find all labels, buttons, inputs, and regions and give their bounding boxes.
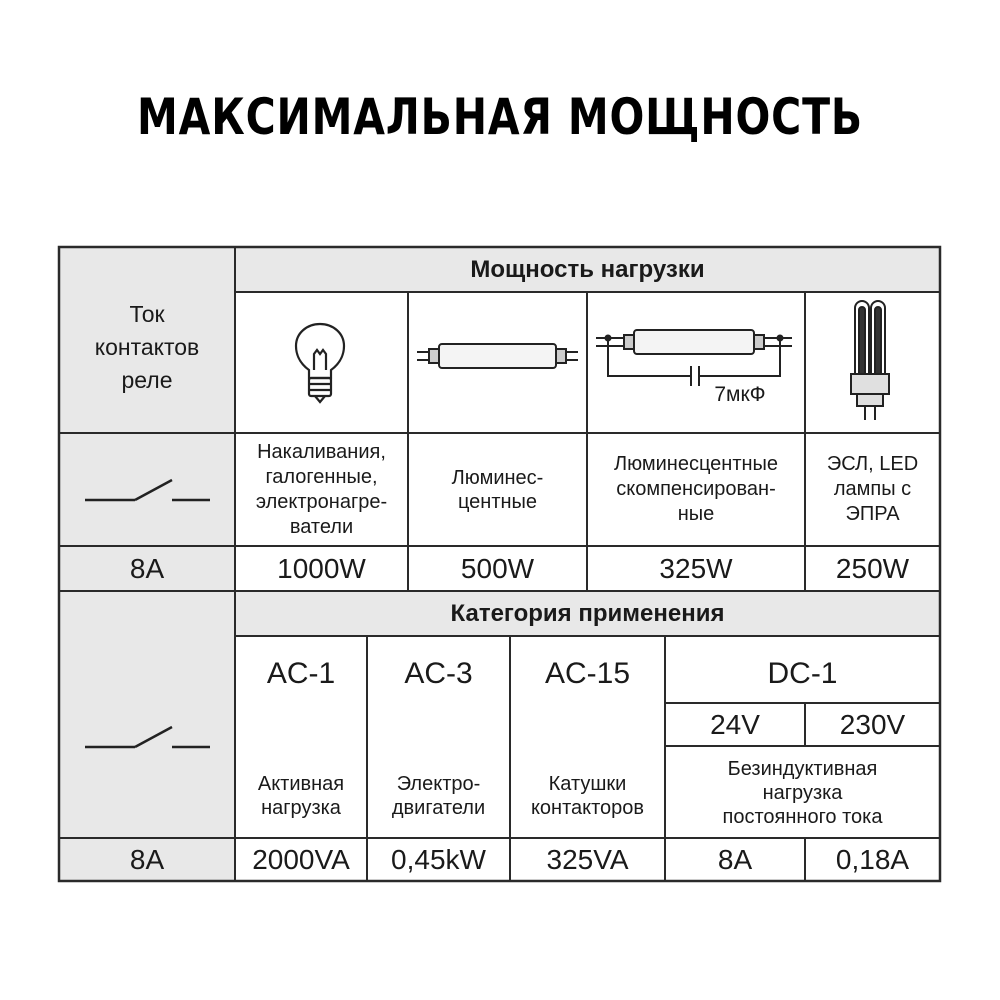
- fluorescent-tube-icon: [415, 340, 580, 372]
- category-desc-dc1: Безиндуктивная нагрузка постоянного тока: [722, 758, 883, 828]
- load-power-value-2: 500W: [460, 552, 535, 584]
- category-value-ac3: 0,45kW: [391, 843, 486, 875]
- category-code-ac15: AC-15: [544, 657, 631, 690]
- relay-current-value-2: 8A: [129, 843, 165, 875]
- load-type-label-3: Люминесцентные скомпенсирован- ные: [613, 453, 779, 525]
- category-code-ac3: AC-3: [404, 657, 473, 690]
- category-desc-ac3: Электро- двигатели: [391, 773, 486, 819]
- cfl-lamp-icon: [845, 296, 895, 430]
- load-type-label-2: Люминес- центные: [451, 466, 544, 513]
- incandescent-bulb-icon: [290, 318, 350, 408]
- load-type-label-4: ЭСЛ, LED лампы с ЭПРА: [826, 453, 919, 525]
- load-type-label-1: Накаливания, галогенные, электронагре- ватели: [255, 440, 388, 538]
- category-value-ac1: 2000VA: [252, 843, 350, 875]
- category-code-ac1: AC-1: [266, 657, 336, 690]
- category-value-ac15: 325VA: [546, 843, 629, 875]
- switch-symbol-icon-2: [80, 715, 215, 755]
- dc-voltage-230v: 230V: [839, 708, 906, 740]
- load-power-value-3: 325W: [659, 552, 733, 584]
- capacitor-label: 7мкФ: [714, 383, 766, 406]
- category-desc-ac1: Активная нагрузка: [257, 773, 345, 819]
- relay-current-header: Ток контактов реле: [94, 300, 200, 393]
- category-desc-ac15: Катушки контакторов: [530, 773, 645, 819]
- category-header: Категория применения: [450, 599, 725, 627]
- category-value-dc-230v: 0,18A: [835, 843, 910, 875]
- relay-current-value-1: 8A: [129, 552, 165, 584]
- load-power-header: Мощность нагрузки: [470, 255, 705, 283]
- category-code-dc1: DC-1: [767, 657, 838, 690]
- switch-symbol-icon: [80, 470, 215, 510]
- load-power-value-4: 250W: [835, 552, 910, 584]
- dc-voltage-24v: 24V: [710, 708, 760, 740]
- load-power-value-1: 1000W: [277, 552, 366, 584]
- category-value-dc-24v: 8A: [717, 843, 753, 875]
- page-title: МАКСИМАЛЬНАЯ МОЩНОСТЬ: [137, 88, 863, 146]
